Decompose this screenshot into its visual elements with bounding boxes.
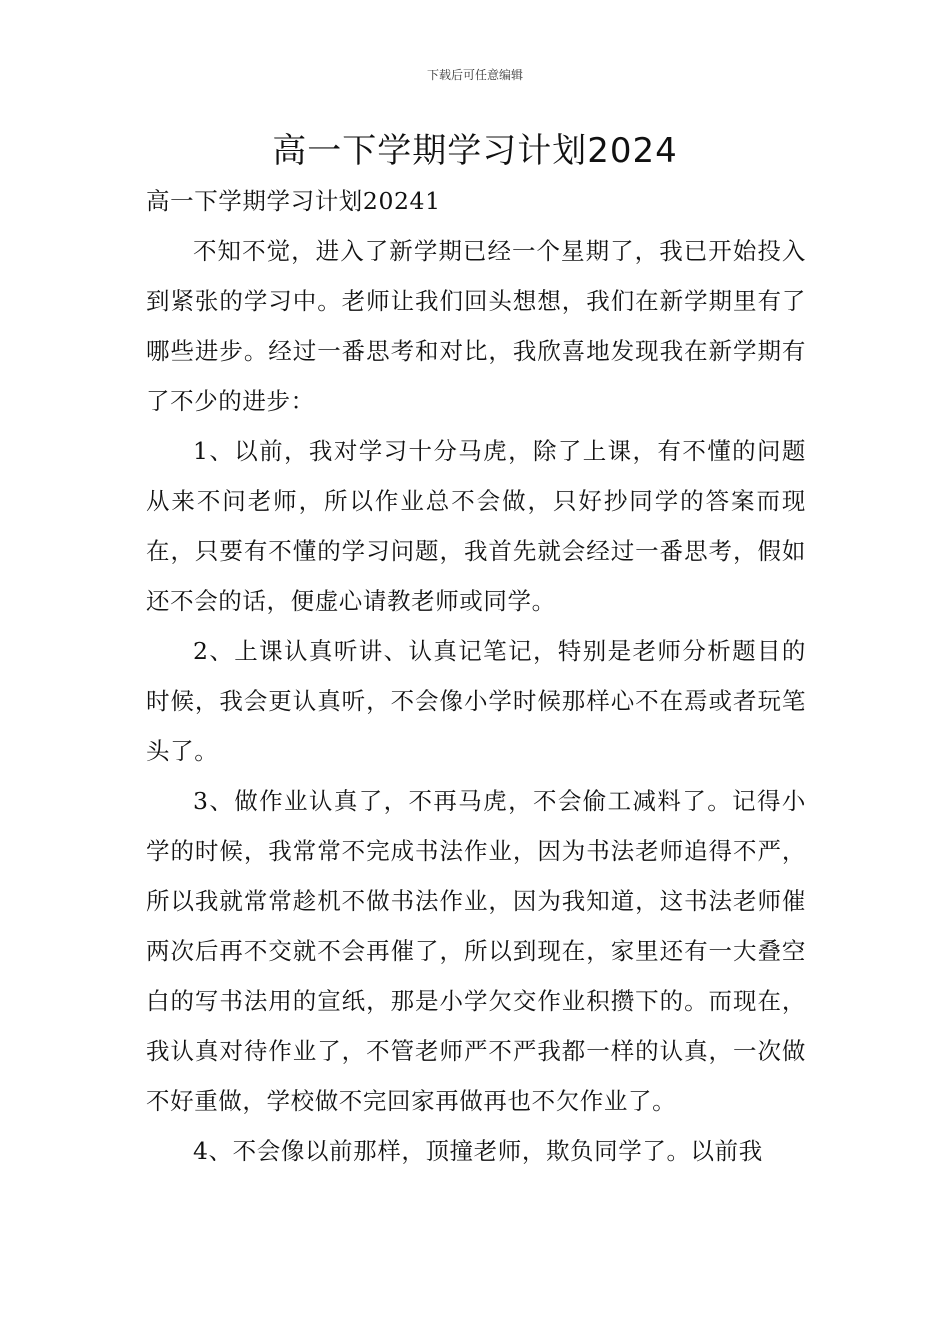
paragraph-intro: 不知不觉，进入了新学期已经一个星期了，我已开始投入到紧张的学习中。老师让我们回头想想，我们在新学期里有了哪些进步。经过一番思考和对比，我欣喜地发现我在新学期有了不少的进步： (146, 237, 806, 415)
document-subtitle: 高一下学期学习计划20241 (146, 187, 441, 215)
page-header-note: 下载后可任意编辑 (426, 68, 523, 82)
paragraph-item-2: 2、上课认真听讲、认真记笔记，特别是老师分析题目的时候，我会更认真听，不会像小学时候那样心不在焉或者玩笔头了。 (146, 637, 806, 765)
document-body (146, 176, 806, 1176)
paragraph-item-1: 1、以前，我对学习十分马虎，除了上课，有不懂的问题从来不问老师，所以作业总不会做，只好抄同学的答案而现在，只要有不懂的学习问题，我首先就会经过一番思考，假如还不会的话，便虚心请教老师或同学。 (146, 437, 806, 615)
paragraph-item-3: 3、做作业认真了，不再马虎，不会偷工减料了。记得小学的时候，我常常不完成书法作业，因为书法老师追得不严，所以我就常常趁机不做书法作业，因为我知道，这书法老师催两次后再不交就不会再催了，所以到现在，家里还有一大叠空白的写书法用的宣纸，那是小学欠交作业积攒下的。而现在，我认真对待作业了，不管老师严不严我都一样的认真，一次做不好重做，学校做不完回家再做再也不欠作业了。 (146, 787, 806, 1115)
paragraph-item-4: 4、不会像以前那样，顶撞老师，欺负同学了。以前我 (193, 1137, 763, 1165)
document-title: 高一下学期学习计划2024 (272, 131, 678, 171)
